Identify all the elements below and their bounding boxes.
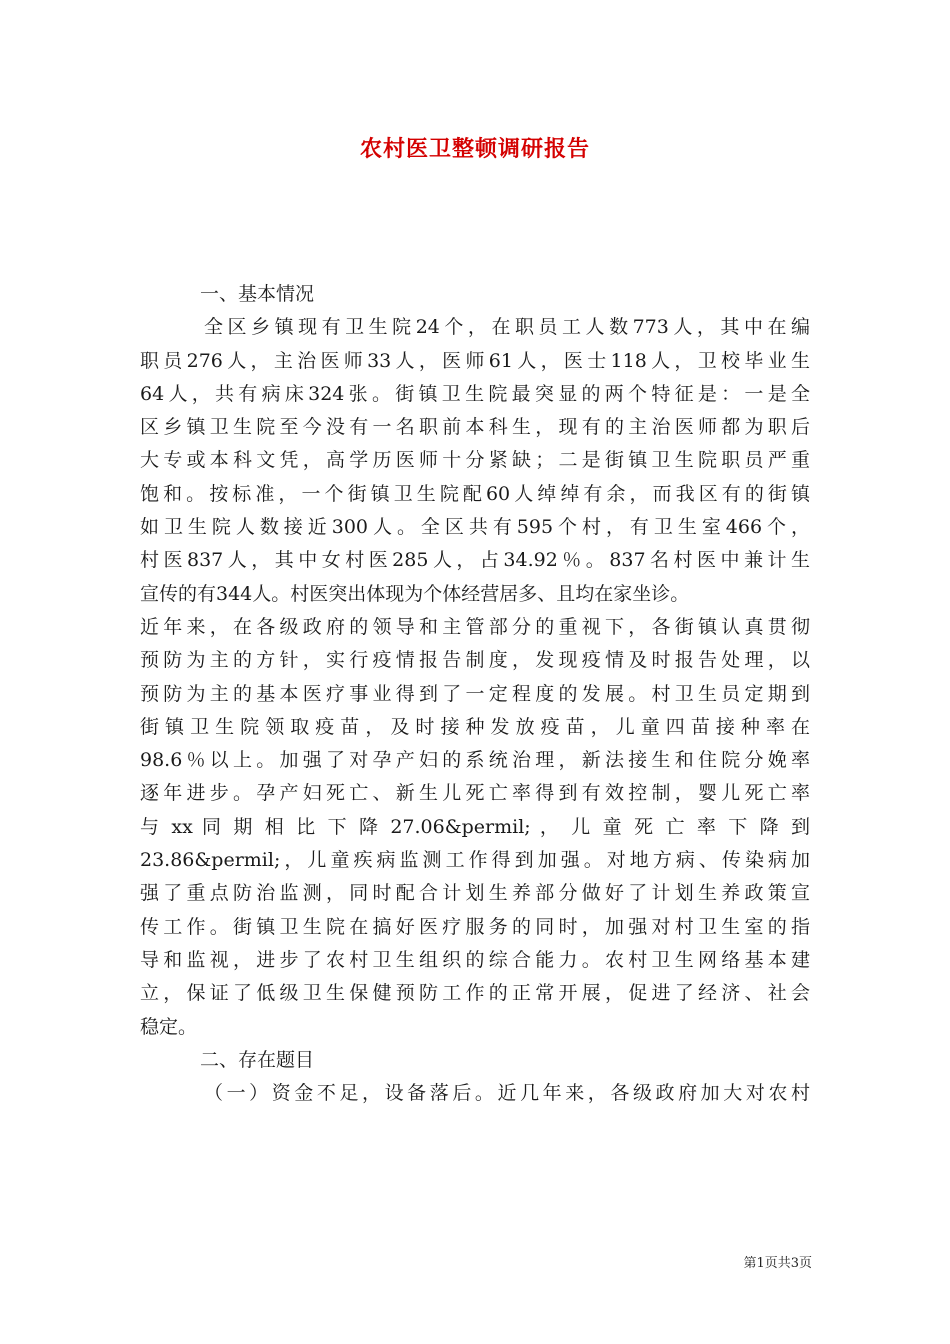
paragraph-line: 逐年进步。孕产妇死亡、新生儿死亡率得到有效控制，婴儿死亡率	[140, 782, 810, 805]
document-title: 农村医卫整顿调研报告	[359, 136, 590, 162]
paragraph-line: 强了重点防治监测，同时配合计划生养部分做好了计划生养政策宣	[140, 882, 810, 905]
paragraph-line: 传工作。街镇卫生院在搞好医疗服务的同时，加强对村卫生室的指	[140, 915, 810, 938]
page-number-footer: 第1页共3页	[743, 1256, 812, 1271]
paragraph-line: 如卫生院人数接近300人。全区共有595个村，有卫生室466个，	[140, 516, 810, 539]
paragraph-line: 近年来，在各级政府的领导和主管部分的重视下，各街镇认真贯彻	[140, 615, 810, 638]
paragraph-line: 村医837人，其中女村医285人，占34.92％。837名村医中兼计生	[140, 549, 810, 572]
paragraph-line: 大专或本科文凭，高学历医师十分紧缺；二是街镇卫生院职员严重	[140, 449, 810, 472]
paragraph-line: 宣传的有344人。村医突出体现为个体经营居多、且均在家坐诊。	[140, 582, 690, 605]
paragraph-line: 64人，共有病床324张。街镇卫生院最突显的两个特征是：一是全	[140, 382, 810, 405]
paragraph-line: 全区乡镇现有卫生院24个，在职员工人数773人，其中在编	[204, 316, 810, 339]
section-heading-problems: 二、存在题目	[200, 1048, 315, 1071]
paragraph-line: 稳定。	[140, 1015, 198, 1038]
paragraph-line: 立，保证了低级卫生保健预防工作的正常开展，促进了经济、社会	[140, 982, 810, 1005]
section-heading-basic: 一、基本情况	[200, 283, 315, 305]
paragraph-line: 与 xx 同 期 相 比 下 降 27.06&permil; ， 儿 童 死 亡 率 下 降 到	[140, 815, 810, 838]
paragraph-line: 预防为主的方针，实行疫情报告制度，发现疫情及时报告处理，以	[140, 649, 810, 672]
paragraph-line: 98.6％以上。加强了对孕产妇的系统治理，新法接生和住院分娩率	[140, 749, 810, 772]
paragraph-line: 23.86&permil;，儿童疾病监测工作得到加强。对地方病、传染病加	[140, 849, 810, 872]
document-body	[140, 278, 810, 1110]
paragraph-line: 区乡镇卫生院至今没有一名职前本科生，现有的主治医师都为职后	[140, 416, 810, 439]
paragraph-line: 职员276人，主治医师33人，医师61人，医士118人，卫校毕业生	[140, 349, 810, 372]
paragraph-line: 预防为主的基本医疗事业得到了一定程度的发展。村卫生员定期到	[140, 682, 810, 705]
paragraph-line: 饱和。按标准，一个街镇卫生院配60人绰绰有余，而我区有的街镇	[140, 482, 810, 505]
paragraph-line: 街镇卫生院领取疫苗，及时接种发放疫苗，儿童四苗接种率在	[140, 715, 810, 738]
paragraph-line: （一）资金不足，设备落后。近几年来，各级政府加大对农村	[204, 1082, 810, 1105]
paragraph-line: 导和监视，进步了农村卫生组织的综合能力。农村卫生网络基本建	[140, 948, 810, 971]
